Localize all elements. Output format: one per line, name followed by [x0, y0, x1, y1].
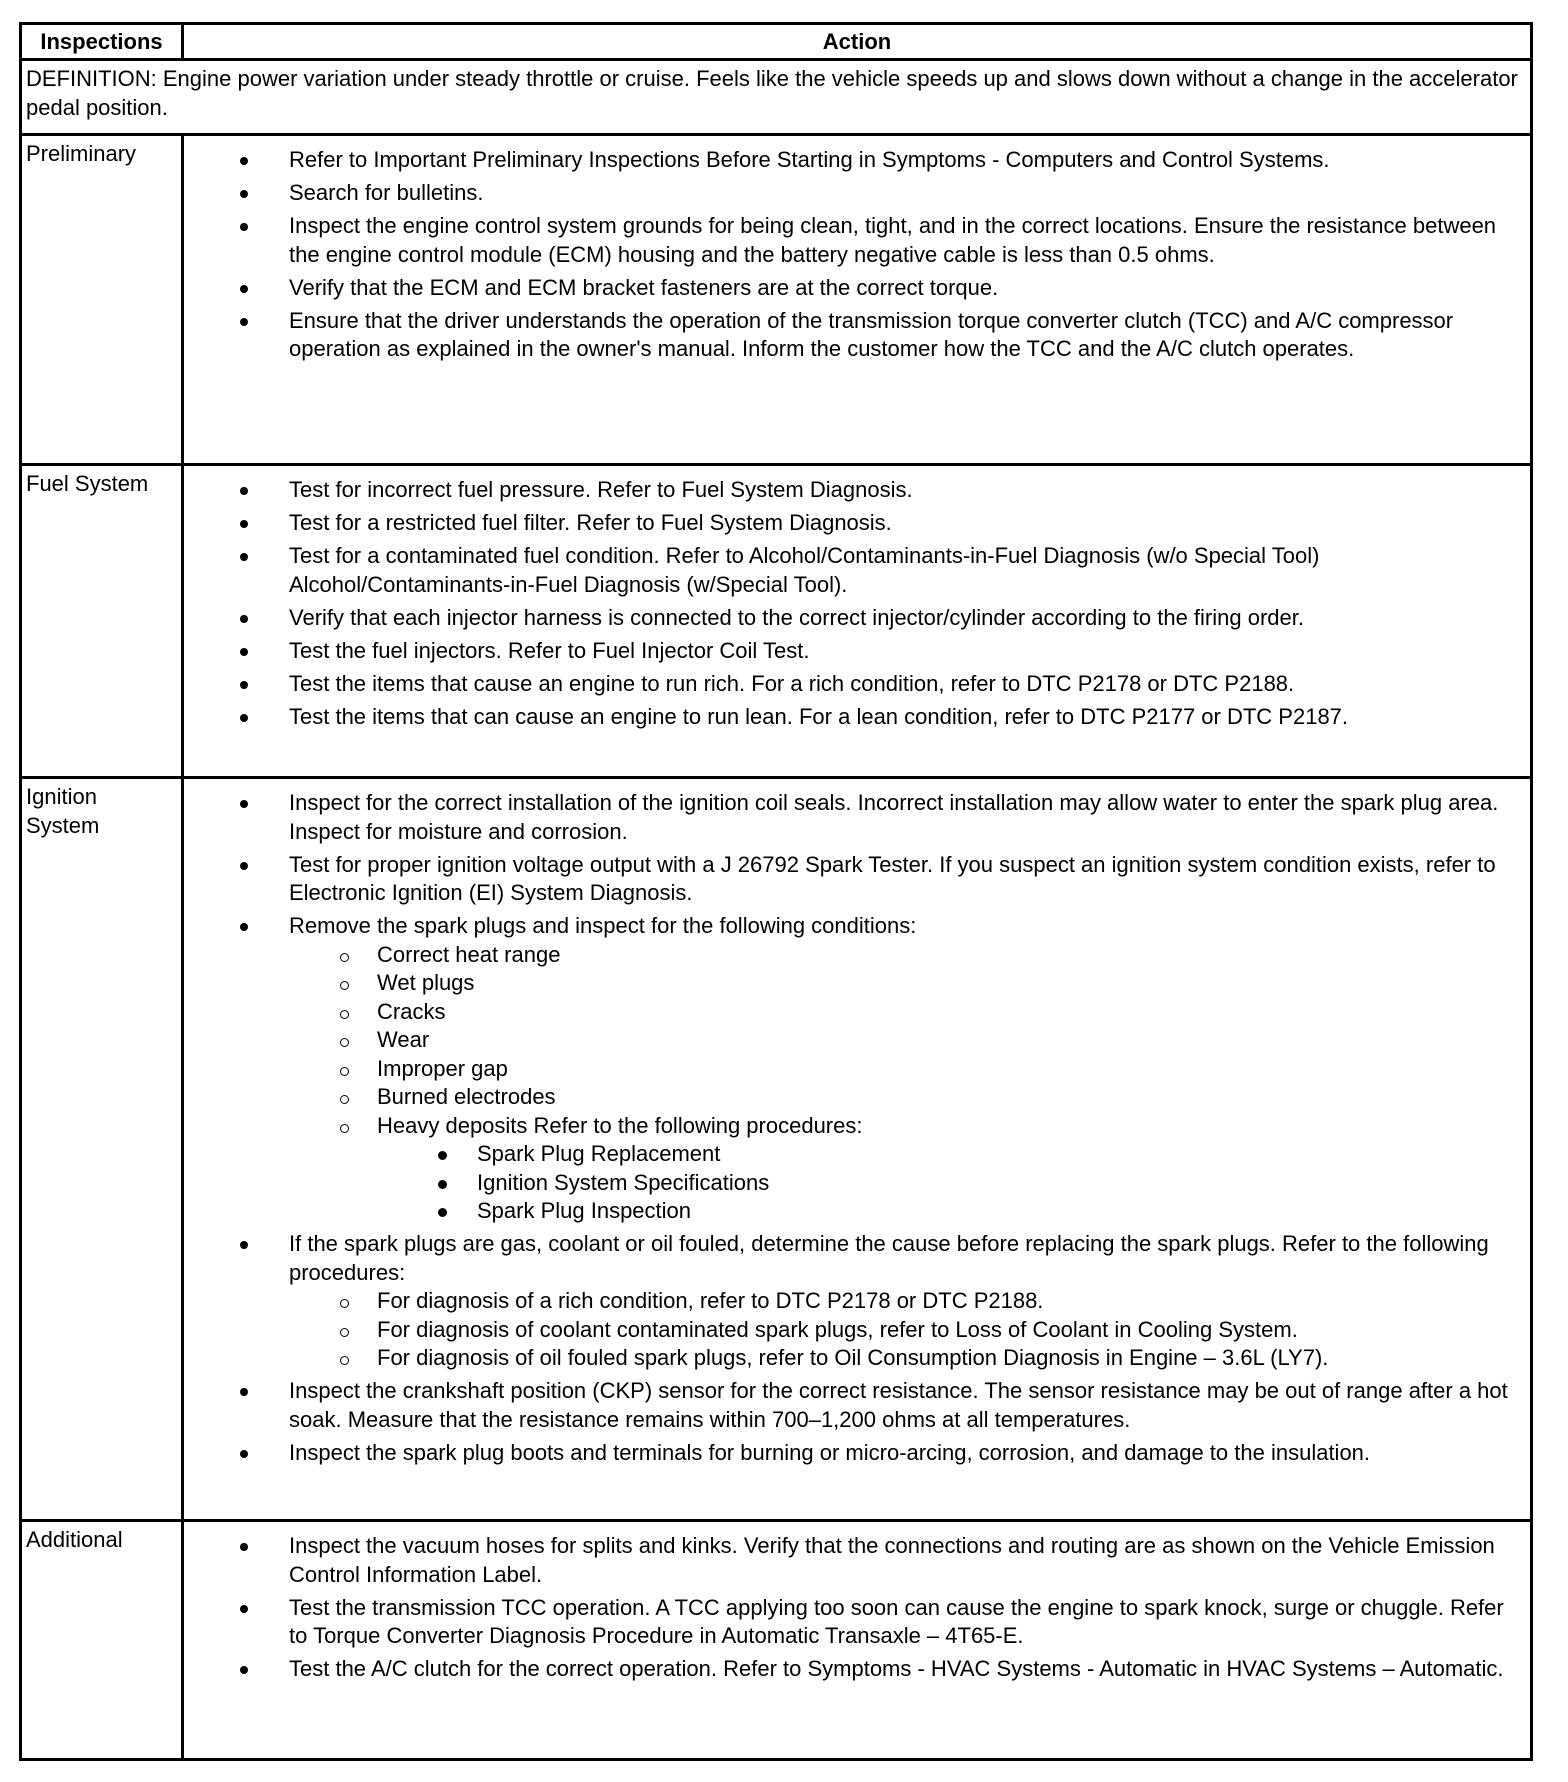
bullet-text: Test the transmission TCC operation. A TCC applying too soon can cause the engine to spark knock, surge or chuggle. Refer to Torque Converter Diagnosis Procedure in Automatic Transaxle – 4T65-E.: [289, 1594, 1504, 1648]
sub-item: [184, 941, 1524, 970]
bullet-text: Test the items that can cause an engine to run lean. For a lean condition, refer to DTC P2177 or DTC P2187.: [289, 703, 1349, 729]
section-actions: [183, 465, 1532, 778]
section-label: Additional: [21, 1521, 183, 1760]
section-label: [21, 778, 183, 1521]
sub-item-text: Improper gap: [377, 1055, 508, 1081]
bullet-text: Test the fuel injectors. Refer to Fuel Injector Coil Test.: [289, 637, 810, 663]
section-row: [21, 778, 1532, 1521]
bullet-text: If the spark plugs are gas, coolant or oil fouled, determine the cause before replacing the spark plugs. Refer to the following procedures:: [289, 1231, 1489, 1285]
bullet-text: Inspect the engine control system grounds for being clean, tight, and in the correct locations. Ensure the resistance between the engine control module (ECM) housing and the battery negative cable is less than 0.5 ohms.: [289, 213, 1497, 267]
sub-item: [184, 1055, 1524, 1084]
section-actions: [183, 778, 1532, 1521]
bullet-text: Test the items that cause an engine to run rich. For a rich condition, refer to DTC P2178 or DTC P2188.: [289, 670, 1295, 696]
section-row: [21, 135, 1532, 465]
bullet-text: Test the A/C clutch for the correct operation. Refer to Symptoms - HVAC Systems - Automatic in HVAC Systems – Automatic.: [289, 1656, 1504, 1681]
bullet-item: [184, 146, 1524, 175]
bullet-text: Inspect for the correct installation of the ignition coil seals. Incorrect installation may allow water to enter the spark plug area. Inspect for moisture and corrosion.: [289, 790, 1499, 844]
bullet-text: Test for proper ignition voltage output with a J 26792 Spark Tester. If you suspect an ignition system condition exists, refer to Electronic Ignition (EI) System Diagnosis.: [289, 851, 1496, 905]
header-inspections: Inspections: [21, 24, 183, 60]
sub-item-text: Burned electrodes: [377, 1084, 556, 1109]
bullet-item: [184, 912, 1524, 1226]
sub-item-text: For diagnosis of a rich condition, refer to DTC P2178 or DTC P2188.: [377, 1288, 1044, 1313]
sub-item: [184, 1344, 1524, 1373]
bullet-text: Test for a contaminated fuel condition. Refer to Alcohol/Contaminants-in-Fuel Diagnosis (w/o Special Tool) Alcohol/Contaminants-in-Fuel Diagnosis (w/Special Tool).: [289, 543, 1320, 597]
bullet-text: Inspect the crankshaft position (CKP) sensor for the correct resistance. The sensor resistance may be out of range after a hot soak. Measure that the resistance remains within 700–1,200 ohms at all temperatures.: [289, 1378, 1508, 1432]
subsub-list: [377, 1140, 1524, 1226]
bullet-item: [184, 212, 1524, 269]
bullet-text: Inspect the vacuum hoses for splits and kinks. Verify that the connections and routing are as shown on the Vehicle Emission Control Information Label.: [289, 1533, 1495, 1587]
section-row: [21, 1521, 1532, 1760]
bullet-text: Test for a restricted fuel filter. Refer to Fuel System Diagnosis.: [289, 510, 892, 535]
section-label: Preliminary: [21, 135, 183, 465]
definition-row: [21, 60, 1532, 135]
subsub-item: Ignition System Specifications: [184, 1169, 1524, 1198]
bullet-text: Verify that the ECM and ECM bracket fasteners are at the correct torque.: [289, 274, 999, 300]
subsub-item: Spark Plug Replacement: [184, 1140, 1524, 1169]
bullet-text: Inspect the spark plug boots and terminals for burning or micro-arcing, corrosion, and damage to the insulation.: [289, 1439, 1371, 1465]
bullet-item: [184, 509, 1524, 538]
section-label-text: Ignition System: [26, 784, 100, 838]
header-row: [21, 24, 1532, 60]
bullet-item: [184, 604, 1524, 633]
sub-item-text: Correct heat range: [377, 941, 561, 967]
bullet-item: [184, 476, 1524, 505]
bullet-item: [184, 1655, 1524, 1684]
sub-item-text: Wet plugs: [377, 970, 475, 995]
bullet-item: [184, 670, 1524, 699]
sub-item: [184, 1026, 1524, 1055]
header-action: Action: [183, 24, 1532, 60]
bullet-text: Remove the spark plugs and inspect for the following conditions:: [289, 913, 917, 938]
section-actions: [183, 135, 1532, 465]
sub-item-text: For diagnosis of oil fouled spark plugs, refer to Oil Consumption Diagnosis in Engine – 3.6L (LY7).: [377, 1345, 1329, 1370]
inspections-table: [19, 22, 1533, 1761]
bullet-list: [184, 789, 1524, 1467]
bullet-text: Ensure that the driver understands the operation of the transmission torque converter clutch (TCC) and A/C compressor operation as explained in the owner's manual. Inform the customer how the TCC and the A/C clutch operates.: [289, 307, 1454, 361]
bullet-item: [184, 274, 1524, 303]
sub-item: [184, 1112, 1524, 1226]
sub-item: [184, 998, 1524, 1027]
bullet-item: [184, 307, 1524, 364]
sub-item: [184, 969, 1524, 998]
bullet-item: [184, 1594, 1524, 1651]
sub-item: [184, 1316, 1524, 1345]
sub-list: [289, 941, 1524, 1226]
definition-text: DEFINITION: Engine power variation under steady throttle or cruise. Feels like the vehicle speeds up and slows down without a change in the accelerator pedal position.: [21, 60, 1532, 135]
bullet-item: [184, 851, 1524, 908]
section-label: Fuel System: [21, 465, 183, 778]
section-actions: [183, 1521, 1532, 1760]
bullet-text: Search for bulletins.: [289, 180, 484, 205]
sub-item-text: Cracks: [377, 998, 446, 1024]
sub-list: [289, 1287, 1524, 1373]
bullet-item: [184, 542, 1524, 599]
bullet-item: [184, 1230, 1524, 1373]
bullet-item: [184, 703, 1524, 732]
bullet-text: Refer to Important Preliminary Inspections Before Starting in Symptoms - Computers and Control Systems.: [289, 147, 1330, 172]
sub-item-text: Wear: [377, 1027, 430, 1052]
bullet-text: Test for incorrect fuel pressure. Refer to Fuel System Diagnosis.: [289, 477, 913, 502]
bullet-item: [184, 637, 1524, 666]
sub-item-text: For diagnosis of coolant contaminated spark plugs, refer to Loss of Coolant in Cooling System.: [377, 1316, 1298, 1342]
bullet-list: [184, 476, 1524, 731]
section-row: [21, 465, 1532, 778]
sub-item: [184, 1083, 1524, 1112]
bullet-list: [184, 1532, 1524, 1684]
bullet-item: [184, 789, 1524, 846]
subsub-item: Spark Plug Inspection: [184, 1197, 1524, 1226]
bullet-list: [184, 146, 1524, 364]
sub-item: [184, 1287, 1524, 1316]
bullet-item: [184, 1377, 1524, 1434]
sub-item-text: Heavy deposits Refer to the following procedures:: [377, 1112, 863, 1138]
bullet-item: [184, 1439, 1524, 1468]
bullet-text: Verify that each injector harness is connected to the correct injector/cylinder according to the firing order.: [289, 604, 1304, 630]
bullet-item: [184, 1532, 1524, 1589]
bullet-item: [184, 179, 1524, 208]
